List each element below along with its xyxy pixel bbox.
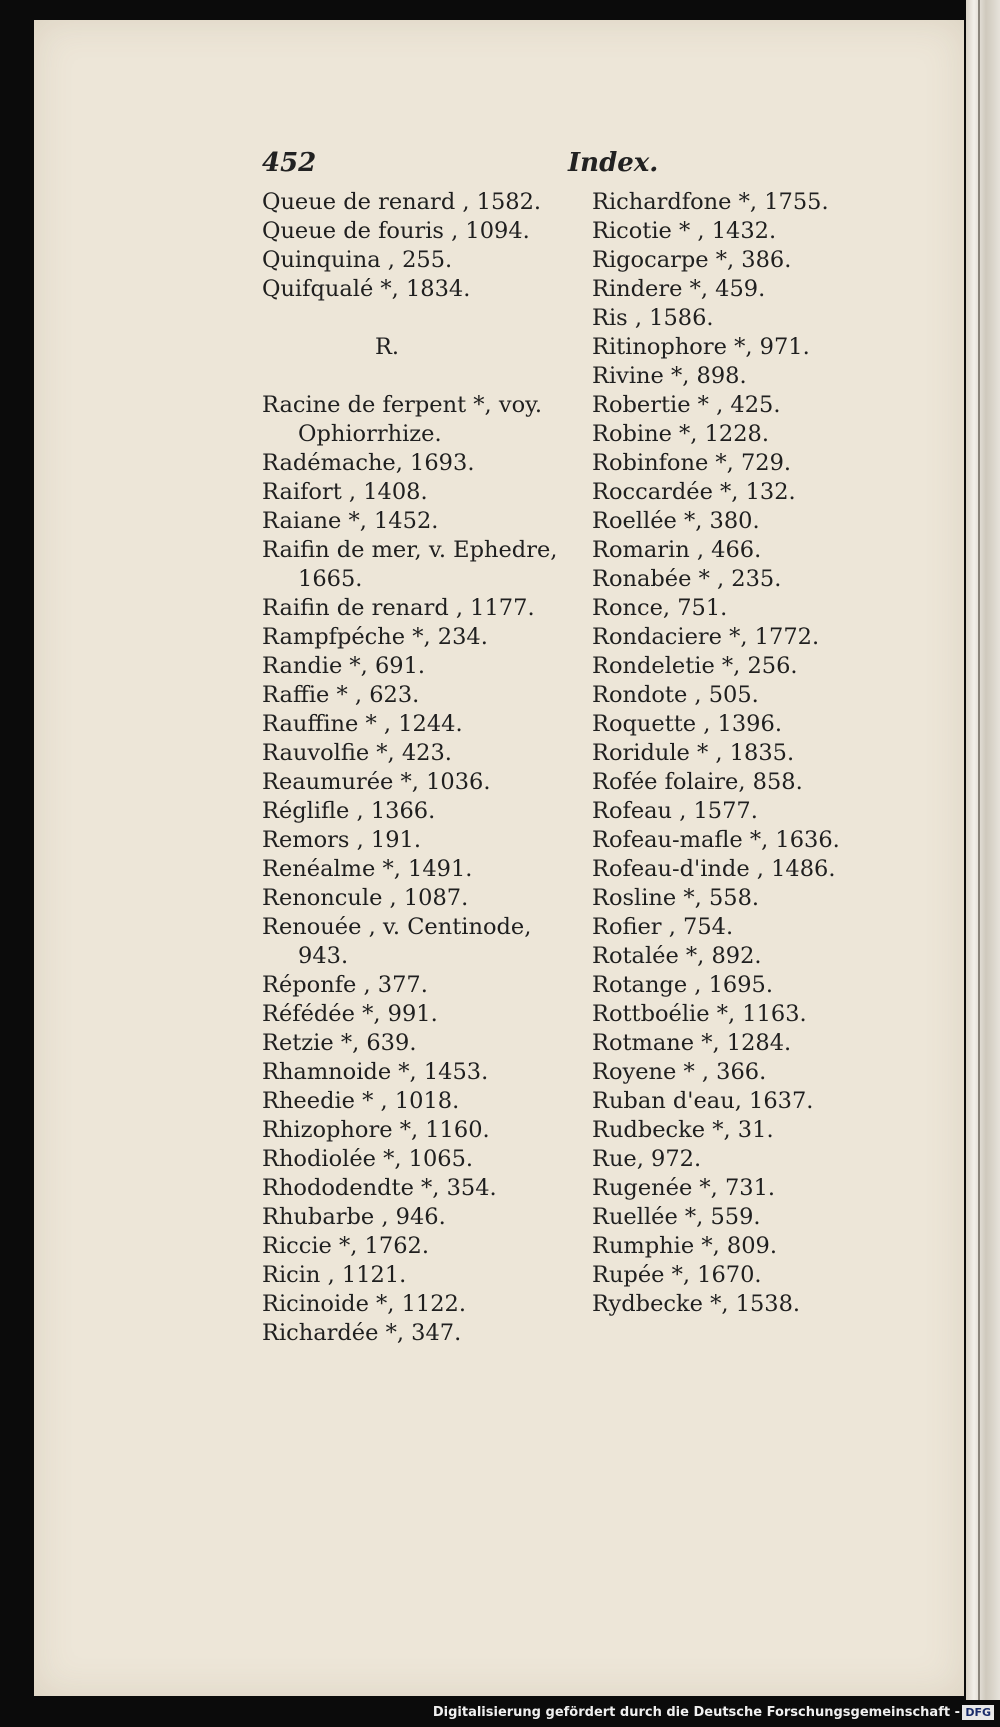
index-entry: Rhubarbe , 946. (262, 1204, 446, 1230)
index-entry: Rofier , 754. (592, 914, 734, 940)
digitization-footer (0, 1700, 1000, 1727)
index-entry: Rotange , 1695. (592, 972, 774, 998)
index-entry: Ritinophore *, 971. (592, 334, 810, 360)
gutter-line (978, 0, 980, 1700)
index-entry: Raifin de renard , 1177. (262, 595, 535, 621)
index-entry-continuation: 1665. (298, 566, 363, 592)
index-entry: Raifin de mer, v. Ephedre, (262, 537, 558, 563)
index-entry: Rhizophore *, 1160. (262, 1117, 490, 1143)
index-entry: Rotmane *, 1284. (592, 1030, 792, 1056)
index-entry: Roquette , 1396. (592, 711, 782, 737)
index-entry: Ris , 1586. (592, 305, 714, 331)
index-entry: Rondaciere *, 1772. (592, 624, 820, 650)
blank-line (262, 304, 572, 333)
index-entry: Ronce, 751. (592, 595, 728, 621)
index-entry: Renouée , v. Centinode, (262, 914, 532, 940)
index-entry: Rumphie *, 809. (592, 1233, 777, 1259)
index-entry: Romarin , 466. (592, 537, 762, 563)
index-entry: Raifort , 1408. (262, 479, 428, 505)
index-entry: Renoncule , 1087. (262, 885, 469, 911)
index-entry: Richardfone *, 1755. (592, 189, 829, 215)
index-entry: Robertie * , 425. (592, 392, 781, 418)
section-letter-heading: R. (374, 334, 400, 360)
index-entry: Royene * , 366. (592, 1059, 767, 1085)
index-entry: Rottboélie *, 1163. (592, 1001, 807, 1027)
index-entry: Rudbecke *, 31. (592, 1117, 774, 1143)
index-entry: Rydbecke *, 1538. (592, 1291, 801, 1317)
index-entry: Robine *, 1228. (592, 421, 770, 447)
index-entry: Ricotie * , 1432. (592, 218, 777, 244)
index-entry: Rupée *, 1670. (592, 1262, 762, 1288)
index-entry: Rofeau-d'inde , 1486. (592, 856, 836, 882)
index-entry: Renéalme *, 1491. (262, 856, 473, 882)
index-entry: Rindere *, 459. (592, 276, 766, 302)
index-entry: Rofeau-mafle *, 1636. (592, 827, 840, 853)
index-entry: Rondeletie *, 256. (592, 653, 798, 679)
index-entry: Raiane *, 1452. (262, 508, 439, 534)
index-entry: Roellée *, 380. (592, 508, 760, 534)
index-entry: Ricinoide *, 1122. (262, 1291, 467, 1317)
index-entry: Rhododendte *, 354. (262, 1175, 497, 1201)
blank-line (262, 362, 572, 391)
index-column-right (592, 188, 922, 1319)
index-entry: Ruban d'eau, 1637. (592, 1088, 814, 1114)
index-entry: Rhodiolée *, 1065. (262, 1146, 474, 1172)
index-entry: Reaumurée *, 1036. (262, 769, 491, 795)
index-column-left (262, 188, 572, 1348)
index-entry: Ronabée * , 235. (592, 566, 782, 592)
index-entry: Radémache, 1693. (262, 450, 475, 476)
page-number: 452 (262, 148, 317, 178)
index-entry: Réglifle , 1366. (262, 798, 436, 824)
index-entry: Remors , 191. (262, 827, 421, 853)
index-entry: Rauffine * , 1244. (262, 711, 463, 737)
index-entry: Rheedie * , 1018. (262, 1088, 460, 1114)
index-entry: Rugenée *, 731. (592, 1175, 776, 1201)
index-entry-continuation: Ophiorrhize. (298, 421, 442, 447)
index-entry: Robinfone *, 729. (592, 450, 792, 476)
index-entry: Randie *, 691. (262, 653, 426, 679)
running-title: Index. (568, 148, 659, 178)
index-entry: Rofée folaire, 858. (592, 769, 803, 795)
index-entry: Queue de fouris , 1094. (262, 218, 530, 244)
index-entry: Riccie *, 1762. (262, 1233, 429, 1259)
index-entry: Rosline *, 558. (592, 885, 760, 911)
index-entry: Rue, 972. (592, 1146, 702, 1172)
page-header (262, 148, 862, 188)
page-gutter (966, 0, 1000, 1700)
index-entry: Roridule * , 1835. (592, 740, 795, 766)
index-entry: Réponfe , 377. (262, 972, 428, 998)
index-entry: Rampfpéche *, 234. (262, 624, 488, 650)
footer-credit: Digitalisierung gefördert durch die Deutsche Forschungsgemeinschaft - (432, 1705, 960, 1720)
index-entry: Rotalée *, 892. (592, 943, 762, 969)
index-entry: Rofeau , 1577. (592, 798, 758, 824)
index-entry: Rigocarpe *, 386. (592, 247, 792, 273)
index-entry: Rauvolfie *, 423. (262, 740, 452, 766)
index-entry: Quifqualé *, 1834. (262, 276, 471, 302)
index-entry: Quinquina , 255. (262, 247, 453, 273)
index-entry: Rondote , 505. (592, 682, 759, 708)
index-entry: Réfédée *, 991. (262, 1001, 438, 1027)
index-entry: Rivine *, 898. (592, 363, 747, 389)
index-entry: Rhamnoide *, 1453. (262, 1059, 489, 1085)
index-entry: Richardée *, 347. (262, 1320, 462, 1346)
index-entry: Retzie *, 639. (262, 1030, 417, 1056)
index-entry: Ricin , 1121. (262, 1262, 407, 1288)
index-entry: Queue de renard , 1582. (262, 189, 542, 215)
index-entry: Racine de ferpent *, voy. (262, 392, 542, 418)
index-entry-continuation: 943. (298, 943, 349, 969)
index-entry: Roccardée *, 132. (592, 479, 796, 505)
index-entry: Ruellée *, 559. (592, 1204, 761, 1230)
index-entry: Raffie * , 623. (262, 682, 420, 708)
dfg-logo: DFG (962, 1705, 994, 1720)
